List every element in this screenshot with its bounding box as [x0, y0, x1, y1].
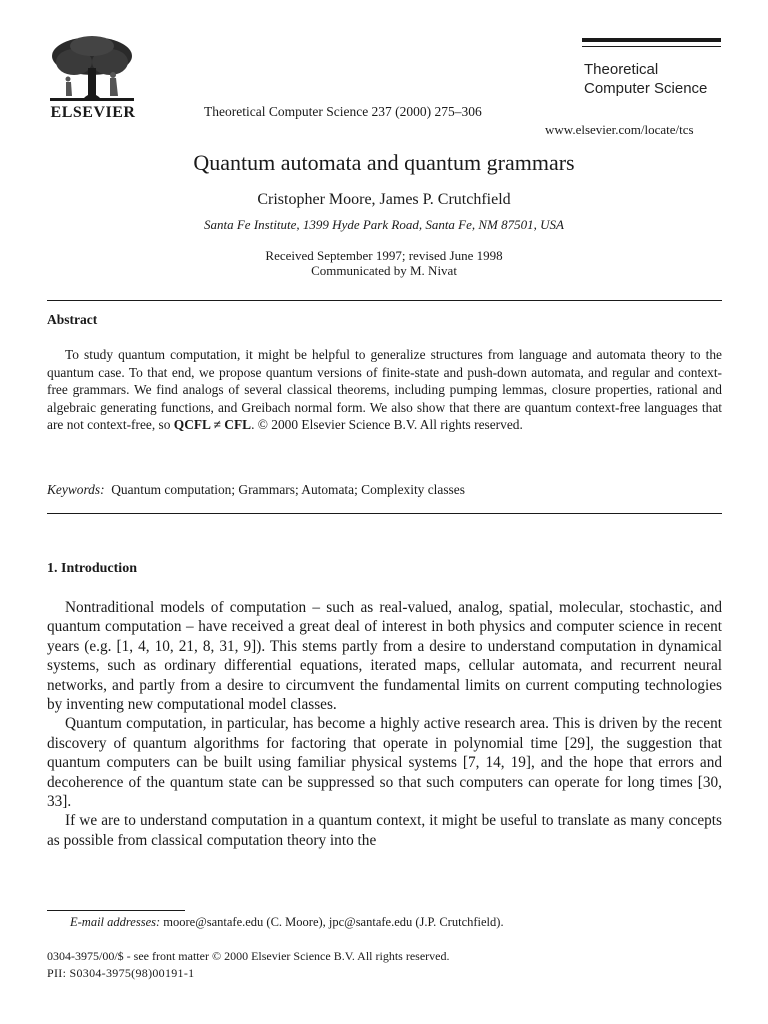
abstract-text-part-1: To study quantum computation, it might be helpful to generalize structures from language and automata theory to the quantum case. To that end, we propose quantum versions of finite-state and push-down automata, and regular and context-free grammars. We find analogs of several classical theorems, including pumping lemmas, closure properties, rational and algebraic generating functions, and Greibach normal form. We also show that there are quantum context-free languages that are not context-free, so [47, 347, 722, 432]
footnote-emails [70, 915, 504, 930]
pii-line: PII: S0304-3975(98)00191-1 [47, 966, 195, 980]
paper-title: Quantum automata and quantum grammars [193, 150, 575, 175]
footnote-rule [47, 910, 185, 911]
abstract-text-part-2: . © 2000 Elsevier Science B.V. All rights reserved. [251, 417, 523, 432]
footnote-text: moore@santafe.edu (C. Moore), jpc@santafe.edu (J.P. Crutchfield). [163, 915, 504, 929]
journal-citation: Theoretical Computer Science 237 (2000) 275–306 [204, 104, 482, 119]
copyright-line: 0304-3975/00/$ - see front matter © 2000 Elsevier Science B.V. All rights reserved. [47, 949, 450, 963]
journal-name [584, 60, 707, 98]
keywords [47, 482, 465, 498]
section-heading: 1. Introduction [47, 561, 137, 576]
keywords-text: Quantum computation; Grammars; Automata; Complexity classes [111, 482, 465, 497]
journal-name-line-1: Theoretical [584, 61, 659, 78]
header-rule-thick [582, 38, 721, 42]
received-dates: Received September 1997; revised June 1998 [265, 248, 503, 263]
introduction-body [47, 598, 722, 850]
paragraph-1: Nontraditional models of computation – such as real-valued, analog, spatial, molecular, stochastic, and quantum computation – have received a great deal of interest in both physics and computer science in recent years (e.g. [1, 4, 10, 21, 8, 31, 9]). This stems partly from a desire to understand computation in dynamical systems, such as ordinary differential equations, iterated maps, cellular automata, and recurrent neural networks, and partly from a desire to circumvent the fundamental limits on current computing technologies by inventing new computational model classes. [47, 599, 722, 714]
publisher-name: ELSEVIER [50, 104, 136, 121]
abstract-bottom-rule [47, 513, 722, 514]
keywords-label: Keywords: [47, 482, 105, 497]
qcfl-neq-cfl: QCFL ≠ CFL [173, 417, 252, 432]
paragraph-2: Quantum computation, in particular, has become a highly active research area. This is driven by the recent discovery of quantum algorithms for factoring that operate in polynomial time [29], the suggestion that quantum computers can be built using familiar physical systems [7, 14, 19], and the hope that errors and decoherence of the quantum state can be suppressed so that such computers can operate for long times [30, 33]. [47, 715, 722, 811]
footnote-label: E-mail addresses: [70, 915, 161, 929]
authors: Cristopher Moore, James P. Crutchfield [257, 191, 511, 208]
abstract-text [47, 346, 722, 434]
communicated-by: Communicated by M. Nivat [311, 263, 457, 278]
header-rule-thin [582, 46, 721, 47]
abstract-heading: Abstract [47, 312, 98, 327]
affiliation: Santa Fe Institute, 1399 Hyde Park Road, Santa Fe, NM 87501, USA [204, 217, 564, 232]
abstract-top-rule [47, 300, 722, 301]
paragraph-3: If we are to understand computation in a quantum context, it might be useful to translate as many concepts as possible from classical computation theory into the [47, 812, 722, 849]
journal-name-line-2: Computer Science [584, 80, 708, 97]
journal-url[interactable]: www.elsevier.com/locate/tcs [545, 122, 694, 137]
